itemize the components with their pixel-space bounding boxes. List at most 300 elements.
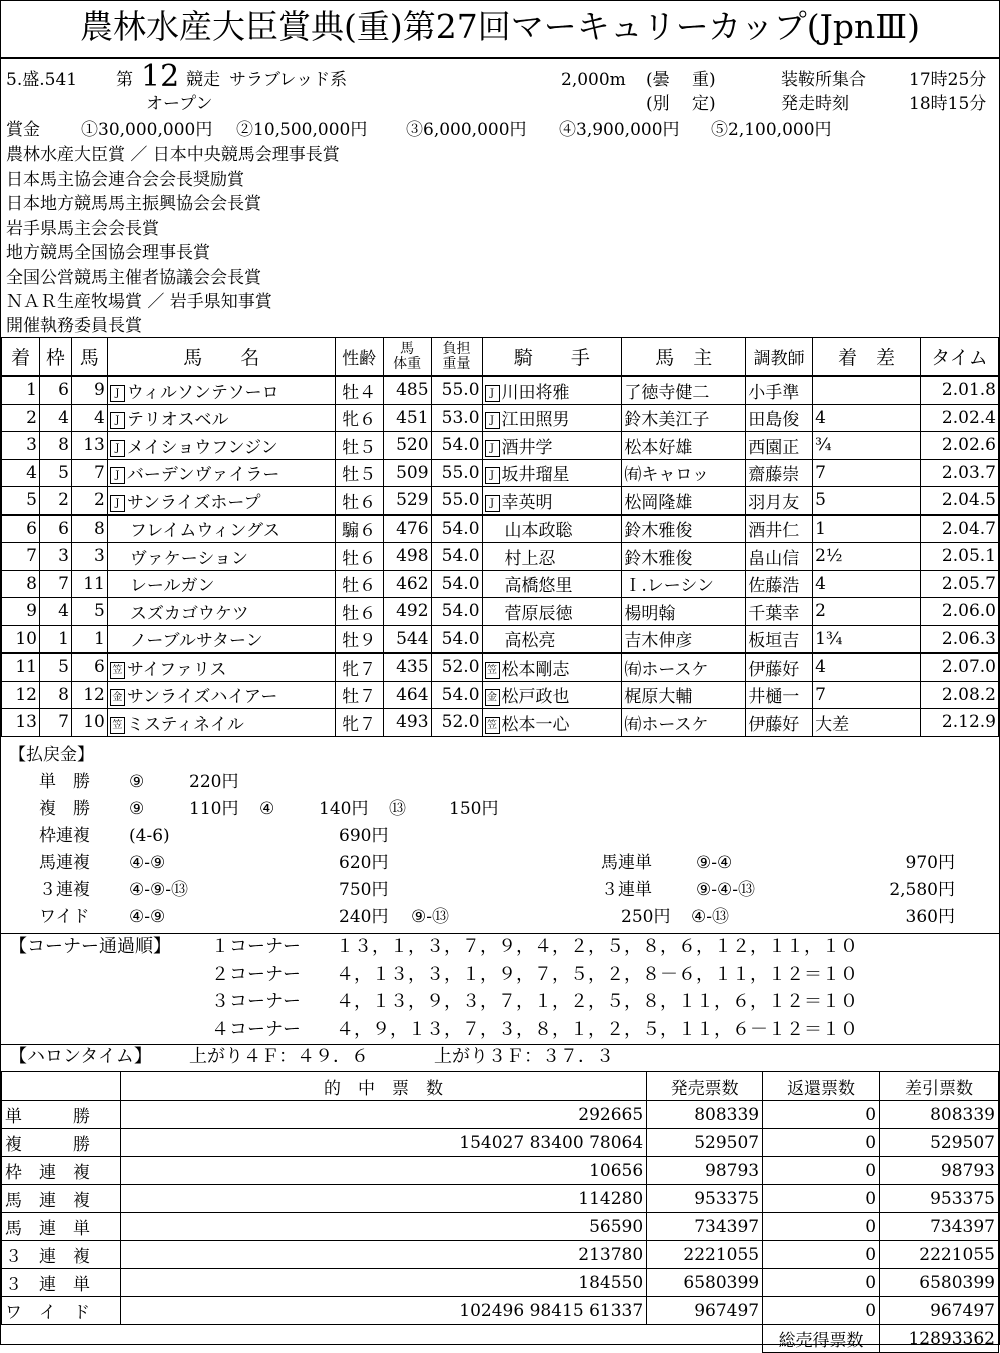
jockey-cell [482, 625, 622, 653]
hdr-margin: 着 差 [813, 338, 921, 377]
jockey-cell-text: 高橋悠里 [504, 576, 573, 597]
horse-name-cell [107, 515, 335, 543]
affiliation-mark: J [110, 467, 125, 484]
votes-type-cell: ３ 連 複 [2, 1241, 121, 1269]
weight-cell: 498 [383, 543, 431, 571]
votes-hits-cell: 292665 [120, 1101, 646, 1129]
trainer-cell: 齋藤崇 [746, 459, 813, 487]
jockey-cell [482, 404, 622, 432]
result-row [2, 487, 999, 515]
wide-combo-1: ④-⑨ [129, 907, 166, 927]
start-label: 発走時刻 [781, 94, 849, 114]
owner-cell: ㈲ホースケ [622, 709, 746, 737]
corner-3-order: ４，１３，９，３，７，１，２，５，８，１１，６，１２＝１０ [336, 991, 858, 1012]
trifecta-amount: 2,580円 [889, 880, 955, 900]
owner-cell: 楊明翰 [622, 598, 746, 626]
trifecta-combo: ⑨-④-⑬ [696, 880, 755, 900]
horse-name-cell-text: テリオスベル [126, 410, 229, 431]
hdr-time: タイム [920, 338, 998, 377]
trio-amount: 750円 [339, 880, 389, 900]
horse-name-cell [107, 625, 335, 653]
award-3: 日本地方競馬馬主振興協会会長賞 [6, 194, 261, 214]
place-amount-1: 110円 [189, 799, 239, 819]
votes-row [2, 1101, 999, 1129]
result-row [2, 404, 999, 432]
sex-age-cell: 牡６ [335, 543, 383, 571]
votes-sold-cell: 953375 [647, 1185, 763, 1213]
horse-name-cell-text: フレイムウィングス [129, 521, 280, 542]
margin-cell [813, 376, 921, 404]
time-cell: 2.03.7 [920, 459, 998, 487]
number-cell: 7 [71, 459, 107, 487]
exacta-combo: ⑨-④ [696, 853, 733, 873]
number-cell: 3 [71, 543, 107, 571]
bracket-cell: 7 [39, 709, 71, 737]
result-row [2, 376, 999, 404]
time-cell: 2.02.4 [920, 404, 998, 432]
result-row [2, 653, 999, 681]
result-row [2, 543, 999, 571]
weight-cell: 529 [383, 487, 431, 515]
votes-type-cell: 複 勝 [2, 1129, 121, 1157]
sex-age-cell: 牝７ [335, 653, 383, 681]
number-cell: 11 [71, 570, 107, 598]
trainer-cell: 佐藤浩 [746, 570, 813, 598]
load-cell: 53.0 [431, 404, 482, 432]
hdr-weight-top: 馬 [400, 340, 415, 357]
hdr-horse: 馬 名 [107, 338, 335, 377]
result-row [2, 681, 999, 709]
votes-hits-cell: 213780 [120, 1241, 646, 1269]
votes-type-cell: 馬 連 複 [2, 1185, 121, 1213]
wide-combo-2: ⑨-⑬ [411, 907, 449, 927]
wide-combo-3: ④-⑬ [691, 907, 729, 927]
margin-cell: 4 [813, 404, 921, 432]
rank-cell: 11 [2, 653, 40, 681]
affiliation-mark: J [110, 385, 125, 402]
horse-name-cell [107, 376, 335, 404]
jockey-cell [482, 376, 622, 404]
jockey-cell-text: 村上忍 [504, 548, 556, 569]
votes-row [2, 1297, 999, 1325]
number-cell: 10 [71, 709, 107, 737]
jockey-cell-text: 坂井瑠星 [501, 465, 570, 486]
margin-cell: 4 [813, 653, 921, 681]
breed: サラブレッド系 [229, 70, 348, 90]
award-4: 岩手県馬主会会長賞 [6, 219, 159, 239]
result-row [2, 598, 999, 626]
votes-net-cell: 2221055 [880, 1241, 999, 1269]
horse-name-cell-text: スズカゴウケツ [129, 603, 249, 624]
time-cell: 2.05.1 [920, 543, 998, 571]
votes-refund-cell: 0 [763, 1297, 880, 1325]
affiliation-mark: J [110, 440, 125, 457]
votes-table [1, 1071, 999, 1353]
sex-age-cell: 牡６ [335, 487, 383, 515]
jockey-cell-text: 江田照男 [501, 410, 570, 431]
bracket-cell: 3 [39, 543, 71, 571]
hdr-owner: 馬 主 [622, 338, 746, 377]
load-cell: 52.0 [431, 709, 482, 737]
time-cell: 2.12.9 [920, 709, 998, 737]
wide-amount-1: 240円 [339, 907, 389, 927]
votes-row [2, 1185, 999, 1213]
result-row [2, 432, 999, 460]
votes-body [2, 1101, 999, 1325]
bracket-cell: 8 [39, 432, 71, 460]
margin-cell: 大差 [813, 709, 921, 737]
load-cell: 55.0 [431, 487, 482, 515]
bracket-quinella-combo: (4-6) [129, 826, 170, 846]
sex-age-cell: 牡５ [335, 432, 383, 460]
result-row [2, 625, 999, 653]
weather-track: (曇 重) [646, 70, 716, 90]
rank-cell: 7 [2, 543, 40, 571]
rank-cell: 3 [2, 432, 40, 460]
horse-name-cell-text: メイショウフンジン [126, 437, 278, 458]
votes-hits-cell: 184550 [120, 1269, 646, 1297]
bracket-cell: 5 [39, 459, 71, 487]
votes-total-value: 12893362 [880, 1325, 999, 1353]
affiliation-mark: 笠 [110, 717, 125, 734]
corner-4-name: ４コーナー [211, 1019, 301, 1040]
quinella-label: 馬連複 [39, 853, 90, 873]
load-cell: 55.0 [431, 376, 482, 404]
number-cell: 9 [71, 376, 107, 404]
votes-sold-cell: 734397 [647, 1213, 763, 1241]
result-row [2, 570, 999, 598]
time-cell: 2.02.6 [920, 432, 998, 460]
time-cell: 2.07.0 [920, 653, 998, 681]
trainer-cell: 井樋一 [746, 681, 813, 709]
hdr-rank: 着 [2, 338, 40, 377]
hdr-load-bottom: 重量 [442, 355, 471, 372]
result-row [2, 459, 999, 487]
race-label-pre: 第 [116, 70, 133, 90]
jockey-cell [482, 653, 622, 681]
trainer-cell: 西園正 [746, 432, 813, 460]
horse-name-cell-text: サンライズハイアー [126, 687, 278, 708]
number-cell: 1 [71, 625, 107, 653]
margin-cell: 2 [813, 598, 921, 626]
trainer-cell: 板垣吉 [746, 625, 813, 653]
win-amount: 220円 [189, 772, 239, 792]
hdr-jockey: 騎 手 [482, 338, 622, 377]
votes-row [2, 1213, 999, 1241]
bracket-cell: 6 [39, 515, 71, 543]
votes-refund-cell: 0 [763, 1129, 880, 1157]
place-label: 複 勝 [39, 799, 90, 819]
place-combo-1: ⑨ [129, 799, 145, 819]
margin-cell: 2½ [813, 543, 921, 571]
votes-hits-cell: 56590 [120, 1213, 646, 1241]
time-cell: 2.06.0 [920, 598, 998, 626]
last-3f: 上がり３Ｆ：３７．３ [434, 1046, 614, 1067]
horse-name-cell [107, 653, 335, 681]
corner-2-name: ２コーナー [211, 964, 301, 985]
bracket-cell: 6 [39, 376, 71, 404]
prize-5: ⑤2,100,000円 [711, 120, 832, 140]
votes-hits-cell: 10656 [120, 1157, 646, 1185]
votes-net-cell: 953375 [880, 1185, 999, 1213]
prize-3: ③6,000,000円 [406, 120, 527, 140]
votes-refund-cell: 0 [763, 1241, 880, 1269]
bracket-cell: 4 [39, 404, 71, 432]
weight-cell: 509 [383, 459, 431, 487]
owner-cell: ㈲キャロッ [622, 459, 746, 487]
rank-cell: 10 [2, 625, 40, 653]
sex-age-cell: 牡９ [335, 625, 383, 653]
load-cell: 54.0 [431, 543, 482, 571]
votes-type-cell: 単 勝 [2, 1101, 121, 1129]
jockey-cell [482, 459, 622, 487]
bracket-cell: 4 [39, 598, 71, 626]
votes-header-row [2, 1072, 999, 1101]
race-code: 5.盛.541 [6, 70, 78, 90]
affiliation-mark: J [485, 467, 500, 484]
wide-label: ワイド [39, 907, 90, 927]
jockey-cell [482, 709, 622, 737]
bracket-cell: 7 [39, 570, 71, 598]
exacta-label: 馬連単 [601, 853, 652, 873]
affiliation-mark: 笠 [485, 717, 500, 734]
owner-cell: 鈴木雅俊 [622, 543, 746, 571]
number-cell: 12 [71, 681, 107, 709]
corner-2-order: ４，１３，３，１，９，７，５，２，８－６，１１，１２＝１０ [336, 964, 858, 985]
horse-name-cell [107, 432, 335, 460]
votes-hdr-hits: 的 中 票 数 [120, 1072, 646, 1101]
votes-type-cell: 枠 連 複 [2, 1157, 121, 1185]
affiliation-mark: 金 [485, 689, 500, 706]
win-combo: ⑨ [129, 772, 145, 792]
hdr-weight-bottom: 体重 [393, 355, 422, 372]
time-cell: 2.05.7 [920, 570, 998, 598]
results-table [1, 337, 999, 737]
horse-name-cell [107, 570, 335, 598]
margin-cell: 1 [813, 515, 921, 543]
owner-cell: 梶原大輔 [622, 681, 746, 709]
affiliation-mark: J [485, 412, 500, 429]
wide-amount-3: 360円 [905, 907, 955, 927]
weight-cell: 520 [383, 432, 431, 460]
number-cell: 8 [71, 515, 107, 543]
award-6: 全国公営競馬主催者協議会会長賞 [6, 268, 261, 288]
corner-1-order: １３，１，３，７，９，４，２，５，８，６，１２，１１，１０ [336, 936, 858, 957]
votes-type-cell: ワ イ ド [2, 1297, 121, 1325]
bracket-cell: 1 [39, 625, 71, 653]
bracket-cell: 2 [39, 487, 71, 515]
votes-refund-cell: 0 [763, 1269, 880, 1297]
win-label: 単 勝 [39, 772, 90, 792]
votes-hdr-refund: 返還票数 [763, 1072, 880, 1101]
start-time: 18時15分 [909, 94, 987, 114]
votes-row [2, 1129, 999, 1157]
hdr-num: 馬 [71, 338, 107, 377]
furlong-label: 【ハロンタイム】 [9, 1046, 152, 1067]
votes-hdr-type [2, 1072, 121, 1101]
time-cell: 2.04.7 [920, 515, 998, 543]
load-cell: 54.0 [431, 681, 482, 709]
trainer-cell: 羽月友 [746, 487, 813, 515]
jockey-cell-text: 松本一心 [501, 714, 570, 735]
wide-amount-2: 250円 [621, 907, 671, 927]
award-2: 日本馬主協会連合会会長奨励賞 [6, 170, 244, 190]
place-amount-3: 150円 [449, 799, 499, 819]
horse-name-cell-text: レールガン [129, 576, 215, 597]
results-header-row [2, 338, 999, 377]
votes-hdr-sold: 発売票数 [647, 1072, 763, 1101]
load-cell: 54.0 [431, 570, 482, 598]
votes-sold-cell: 808339 [647, 1101, 763, 1129]
assembly-label: 装鞍所集合 [781, 70, 866, 90]
load-cell: 55.0 [431, 459, 482, 487]
load-cell: 54.0 [431, 625, 482, 653]
votes-sold-cell: 98793 [647, 1157, 763, 1185]
owner-cell: 松本好雄 [622, 432, 746, 460]
time-cell: 2.04.5 [920, 487, 998, 515]
trainer-cell: 小手準 [746, 376, 813, 404]
horse-name-cell [107, 404, 335, 432]
award-1: 農林水産大臣賞 ／ 日本中央競馬会理事長賞 [6, 145, 340, 165]
load-cell: 54.0 [431, 598, 482, 626]
margin-cell: 7 [813, 681, 921, 709]
trifecta-label: ３連単 [601, 880, 652, 900]
jockey-cell-text: 幸英明 [501, 492, 553, 513]
rank-cell: 13 [2, 709, 40, 737]
votes-sold-cell: 967497 [647, 1297, 763, 1325]
race-number: 12 [141, 59, 180, 94]
votes-row [2, 1241, 999, 1269]
corner-3-name: ３コーナー [211, 991, 301, 1012]
hdr-trainer: 調教師 [746, 338, 813, 377]
affiliation-mark: 笠 [110, 662, 125, 679]
hdr-bracket: 枠 [39, 338, 71, 377]
sex-age-cell: 牡５ [335, 459, 383, 487]
race-label-post: 競走 [186, 70, 220, 90]
race-class: オープン [146, 94, 213, 114]
jockey-cell [482, 543, 622, 571]
owner-cell: ㈲ホースケ [622, 653, 746, 681]
horse-name-cell [107, 487, 335, 515]
horse-name-cell [107, 681, 335, 709]
votes-sold-cell: 6580399 [647, 1269, 763, 1297]
horse-name-cell [107, 709, 335, 737]
jockey-cell-text: 菅原辰徳 [504, 603, 573, 624]
results-body [2, 376, 999, 736]
number-cell: 6 [71, 653, 107, 681]
horse-name-cell [107, 543, 335, 571]
assembly-time: 17時25分 [909, 70, 987, 90]
votes-refund-cell: 0 [763, 1213, 880, 1241]
votes-net-cell: 529507 [880, 1129, 999, 1157]
weight-cell: 462 [383, 570, 431, 598]
votes-net-cell: 98793 [880, 1157, 999, 1185]
sex-age-cell: 牡４ [335, 376, 383, 404]
affiliation-mark: J [485, 495, 500, 512]
jockey-cell-text: 酒井学 [501, 437, 553, 458]
prize-1: ①30,000,000円 [81, 120, 213, 140]
margin-cell: 5 [813, 487, 921, 515]
rank-cell: 5 [2, 487, 40, 515]
place-combo-2: ④ [259, 799, 275, 819]
affiliation-mark: J [110, 412, 125, 429]
place-combo-3: ⑬ [389, 799, 406, 819]
trainer-cell: 酒井仁 [746, 515, 813, 543]
affiliation-mark: J [485, 385, 500, 402]
trainer-cell: 伊藤好 [746, 709, 813, 737]
trainer-cell: 伊藤好 [746, 653, 813, 681]
exacta-amount: 970円 [905, 853, 955, 873]
bracket-quinella-label: 枠連複 [39, 826, 90, 846]
jockey-cell-text: 松本剛志 [501, 659, 570, 680]
weight-cell: 493 [383, 709, 431, 737]
jockey-cell [482, 432, 622, 460]
horse-name-cell-text: バーデンヴァイラー [126, 465, 280, 486]
load-cell: 52.0 [431, 653, 482, 681]
rank-cell: 12 [2, 681, 40, 709]
corner-4-order: ４，９，１３，７，３，８，１，２，５，１１，６－１２＝１０ [336, 1019, 858, 1040]
horse-name-cell-text: サイファリス [126, 659, 227, 680]
jockey-cell [482, 570, 622, 598]
votes-total-label: 総売得票数 [763, 1325, 880, 1353]
number-cell: 5 [71, 598, 107, 626]
trio-label: ３連複 [39, 880, 90, 900]
rank-cell: 8 [2, 570, 40, 598]
votes-row [2, 1157, 999, 1185]
jockey-cell [482, 487, 622, 515]
votes-refund-cell: 0 [763, 1157, 880, 1185]
hdr-load [431, 338, 482, 377]
quinella-combo: ④-⑨ [129, 853, 166, 873]
award-7: ＮＡＲ生産牧場賞 ／ 岩手県知事賞 [6, 292, 272, 312]
affiliation-mark: J [485, 440, 500, 457]
corners-label: 【コーナー通過順】 [9, 936, 171, 957]
bracket-quinella-amount: 690円 [339, 826, 389, 846]
margin-cell: 4 [813, 570, 921, 598]
weight-cell: 451 [383, 404, 431, 432]
horse-name-cell-text: ヴァケーション [129, 548, 249, 569]
award-5: 地方競馬全国協会理事長賞 [6, 243, 210, 263]
votes-type-cell: ３ 連 単 [2, 1269, 121, 1297]
votes-hits-cell: 114280 [120, 1185, 646, 1213]
horse-name-cell [107, 459, 335, 487]
horse-name-cell-text: ノーブルサターン [129, 631, 263, 652]
owner-cell: 松岡隆雄 [622, 487, 746, 515]
jockey-cell-text: 川田将雅 [501, 382, 570, 403]
sex-age-cell: 牝７ [335, 709, 383, 737]
weight-rule: (別 定) [646, 94, 716, 114]
prize-label: 賞金 [6, 120, 40, 140]
votes-hdr-net: 差引票数 [880, 1072, 999, 1101]
payout-label: 【払戻金】 [9, 745, 94, 765]
bracket-cell: 5 [39, 653, 71, 681]
votes-sold-cell: 529507 [647, 1129, 763, 1157]
votes-hits-cell: 154027 83400 78064 [120, 1129, 646, 1157]
weight-cell: 464 [383, 681, 431, 709]
votes-type-cell: 馬 連 単 [2, 1213, 121, 1241]
margin-cell: ¾ [813, 432, 921, 460]
result-row [2, 709, 999, 737]
votes-net-cell: 6580399 [880, 1269, 999, 1297]
sex-age-cell: 騸６ [335, 515, 383, 543]
last-4f: 上がり４Ｆ：４９．６ [189, 1046, 369, 1067]
trainer-cell: 千葉幸 [746, 598, 813, 626]
votes-sold-cell: 2221055 [647, 1241, 763, 1269]
load-cell: 54.0 [431, 432, 482, 460]
affiliation-mark: 笠 [485, 662, 500, 679]
horse-name-cell-text: ウィルソンテソーロ [126, 382, 279, 403]
number-cell: 4 [71, 404, 107, 432]
